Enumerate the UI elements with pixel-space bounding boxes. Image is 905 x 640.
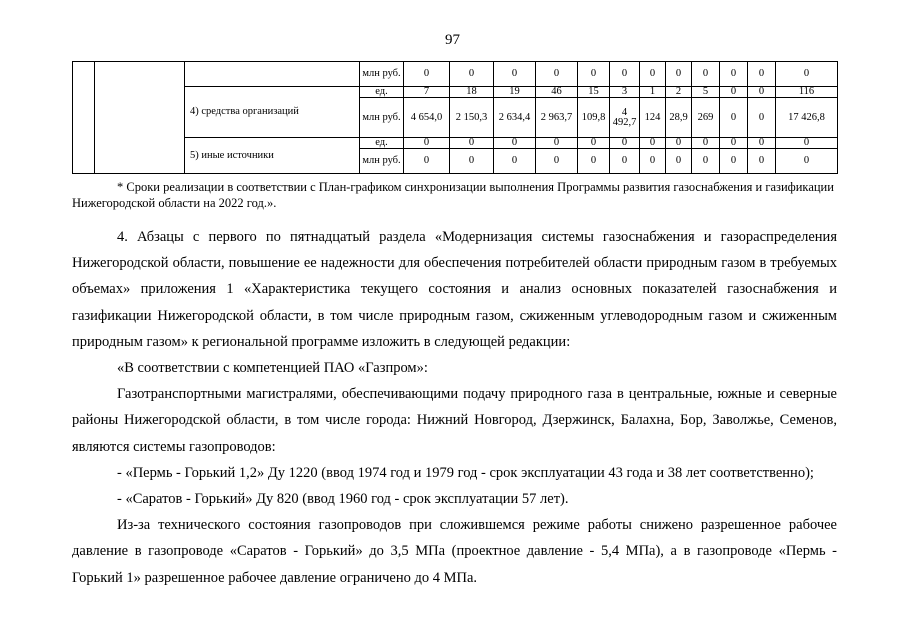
value-cell: 0 (450, 62, 494, 87)
footnote: * Сроки реализации в соответствии с План-графиком синхронизации выполнения Программы развития газоснабжения и газификации Нижегородской области на 2022 год.». (72, 180, 834, 210)
value-cell: 0 (748, 87, 776, 98)
value-cell: 0 (666, 149, 692, 174)
source-cell: 4) средства организаций (185, 87, 360, 138)
value-cell: 2 634,4 (494, 98, 536, 138)
funding-table (72, 61, 838, 174)
value-cell: 0 (776, 149, 838, 174)
value-cell: 2 963,7 (536, 98, 578, 138)
value-cell: 0 (578, 138, 610, 149)
unit-cell: млн руб. (360, 149, 404, 174)
value-cell: 0 (404, 138, 450, 149)
value-cell: 0 (720, 149, 748, 174)
unit-cell: ед. (360, 87, 404, 98)
value-cell: 0 (610, 138, 640, 149)
value-cell: 116 (776, 87, 838, 98)
paragraph-quote-intro: «В соответствии с компетенцией ПАО «Газпром»: (117, 360, 428, 377)
value-cell: 0 (404, 149, 450, 174)
value-cell: 0 (536, 138, 578, 149)
value-cell: 0 (536, 62, 578, 87)
value-cell: 0 (578, 149, 610, 174)
table-row (73, 62, 838, 87)
value-cell: 0 (720, 138, 748, 149)
value-cell: 0 (494, 62, 536, 87)
unit-cell: ед. (360, 138, 404, 149)
value-cell: 17 426,8 (776, 98, 838, 138)
value-cell: 0 (748, 138, 776, 149)
value-cell: 3 (610, 87, 640, 98)
value-cell: 7 (404, 87, 450, 98)
paragraph-pressure: Из-за технического состояния газопроводов при сложившемся режиме работы снижено разрешенное рабочее давление в газопроводе «Саратов - Горький» до 3,5 МПа (проектное давление - 5,4 МПа), а в газопроводе «Пермь - Горький 1» разрешенное рабочее давление ограничено до 4 МПа. (72, 517, 837, 586)
page-number: 97 (445, 32, 460, 48)
value-cell: 0 (494, 149, 536, 174)
value-cell: 0 (578, 62, 610, 87)
value-cell: 0 (404, 62, 450, 87)
paragraph-4: 4. Абзацы с первого по пятнадцатый раздела «Модернизация системы газоснабжения и газораспределения Нижегородской области, повышение ее надежности для обеспечения потребителей области природным газом в требуемых объемах» приложения 1 «Характеристика текущего состояния и анализ основных показателей газоснабжения и газификации Нижегородской области, в том числе природным газом, сжиженным углеводородным газом и сжиженным природным газом» к региональной программе изложить в следующей редакции: (72, 229, 837, 350)
body-text (72, 224, 837, 591)
value-cell: 2 150,3 (450, 98, 494, 138)
table-row (73, 138, 838, 149)
value-cell: 18 (450, 87, 494, 98)
value-cell: 4 654,0 (404, 98, 450, 138)
value-cell: 0 (494, 138, 536, 149)
value-cell: 1 (640, 87, 666, 98)
value-cell: 0 (692, 149, 720, 174)
value-cell: 0 (720, 87, 748, 98)
value-cell: 0 (610, 62, 640, 87)
value-cell: 0 (776, 138, 838, 149)
table-row (73, 87, 838, 98)
value-cell: 0 (692, 138, 720, 149)
value-cell: 5 (692, 87, 720, 98)
value-cell: 0 (610, 149, 640, 174)
value-cell: 0 (640, 149, 666, 174)
paragraph-perm-gorky: - «Пермь - Горький 1,2» Ду 1220 (ввод 1974 год и 1979 год - срок эксплуатации 43 года и 38 лет соответственно); (117, 464, 814, 481)
value-cell: 0 (536, 149, 578, 174)
value-cell: 0 (450, 149, 494, 174)
value-cell: 269 (692, 98, 720, 138)
value-cell: 4 492,7 (610, 98, 640, 138)
value-cell: 19 (494, 87, 536, 98)
value-cell: 0 (640, 62, 666, 87)
paragraph-saratov-gorky: - «Саратов - Горький» Ду 820 (ввод 1960 год - срок эксплуатации 57 лет). (117, 491, 569, 508)
value-cell: 0 (666, 138, 692, 149)
table-empty-cell (95, 62, 185, 174)
unit-cell: млн руб. (360, 62, 404, 87)
value-cell: 0 (640, 138, 666, 149)
value-cell: 46 (536, 87, 578, 98)
value-cell: 0 (720, 62, 748, 87)
value-cell: 0 (450, 138, 494, 149)
value-cell: 0 (748, 98, 776, 138)
value-cell: 28,9 (666, 98, 692, 138)
source-cell: 5) иные источники (185, 138, 360, 174)
source-cell (185, 62, 360, 87)
value-cell: 0 (692, 62, 720, 87)
value-cell: 2 (666, 87, 692, 98)
value-cell: 0 (748, 149, 776, 174)
value-cell: 0 (748, 62, 776, 87)
value-cell: 0 (776, 62, 838, 87)
paragraph-main-lines: Газотранспортными магистралями, обеспечивающими подачу природного газа в центральные, южные и северные районы Нижегородской области, в том числе города: Нижний Новгород, Дзержинск, Балахна, Бор, Заволжье, Семенов, являются системы газопроводов: (72, 386, 837, 455)
value-cell: 0 (720, 98, 748, 138)
value-cell: 109,8 (578, 98, 610, 138)
value-cell: 0 (666, 62, 692, 87)
table-empty-cell (73, 62, 95, 174)
unit-cell: млн руб. (360, 98, 404, 138)
value-cell: 124 (640, 98, 666, 138)
value-cell: 15 (578, 87, 610, 98)
